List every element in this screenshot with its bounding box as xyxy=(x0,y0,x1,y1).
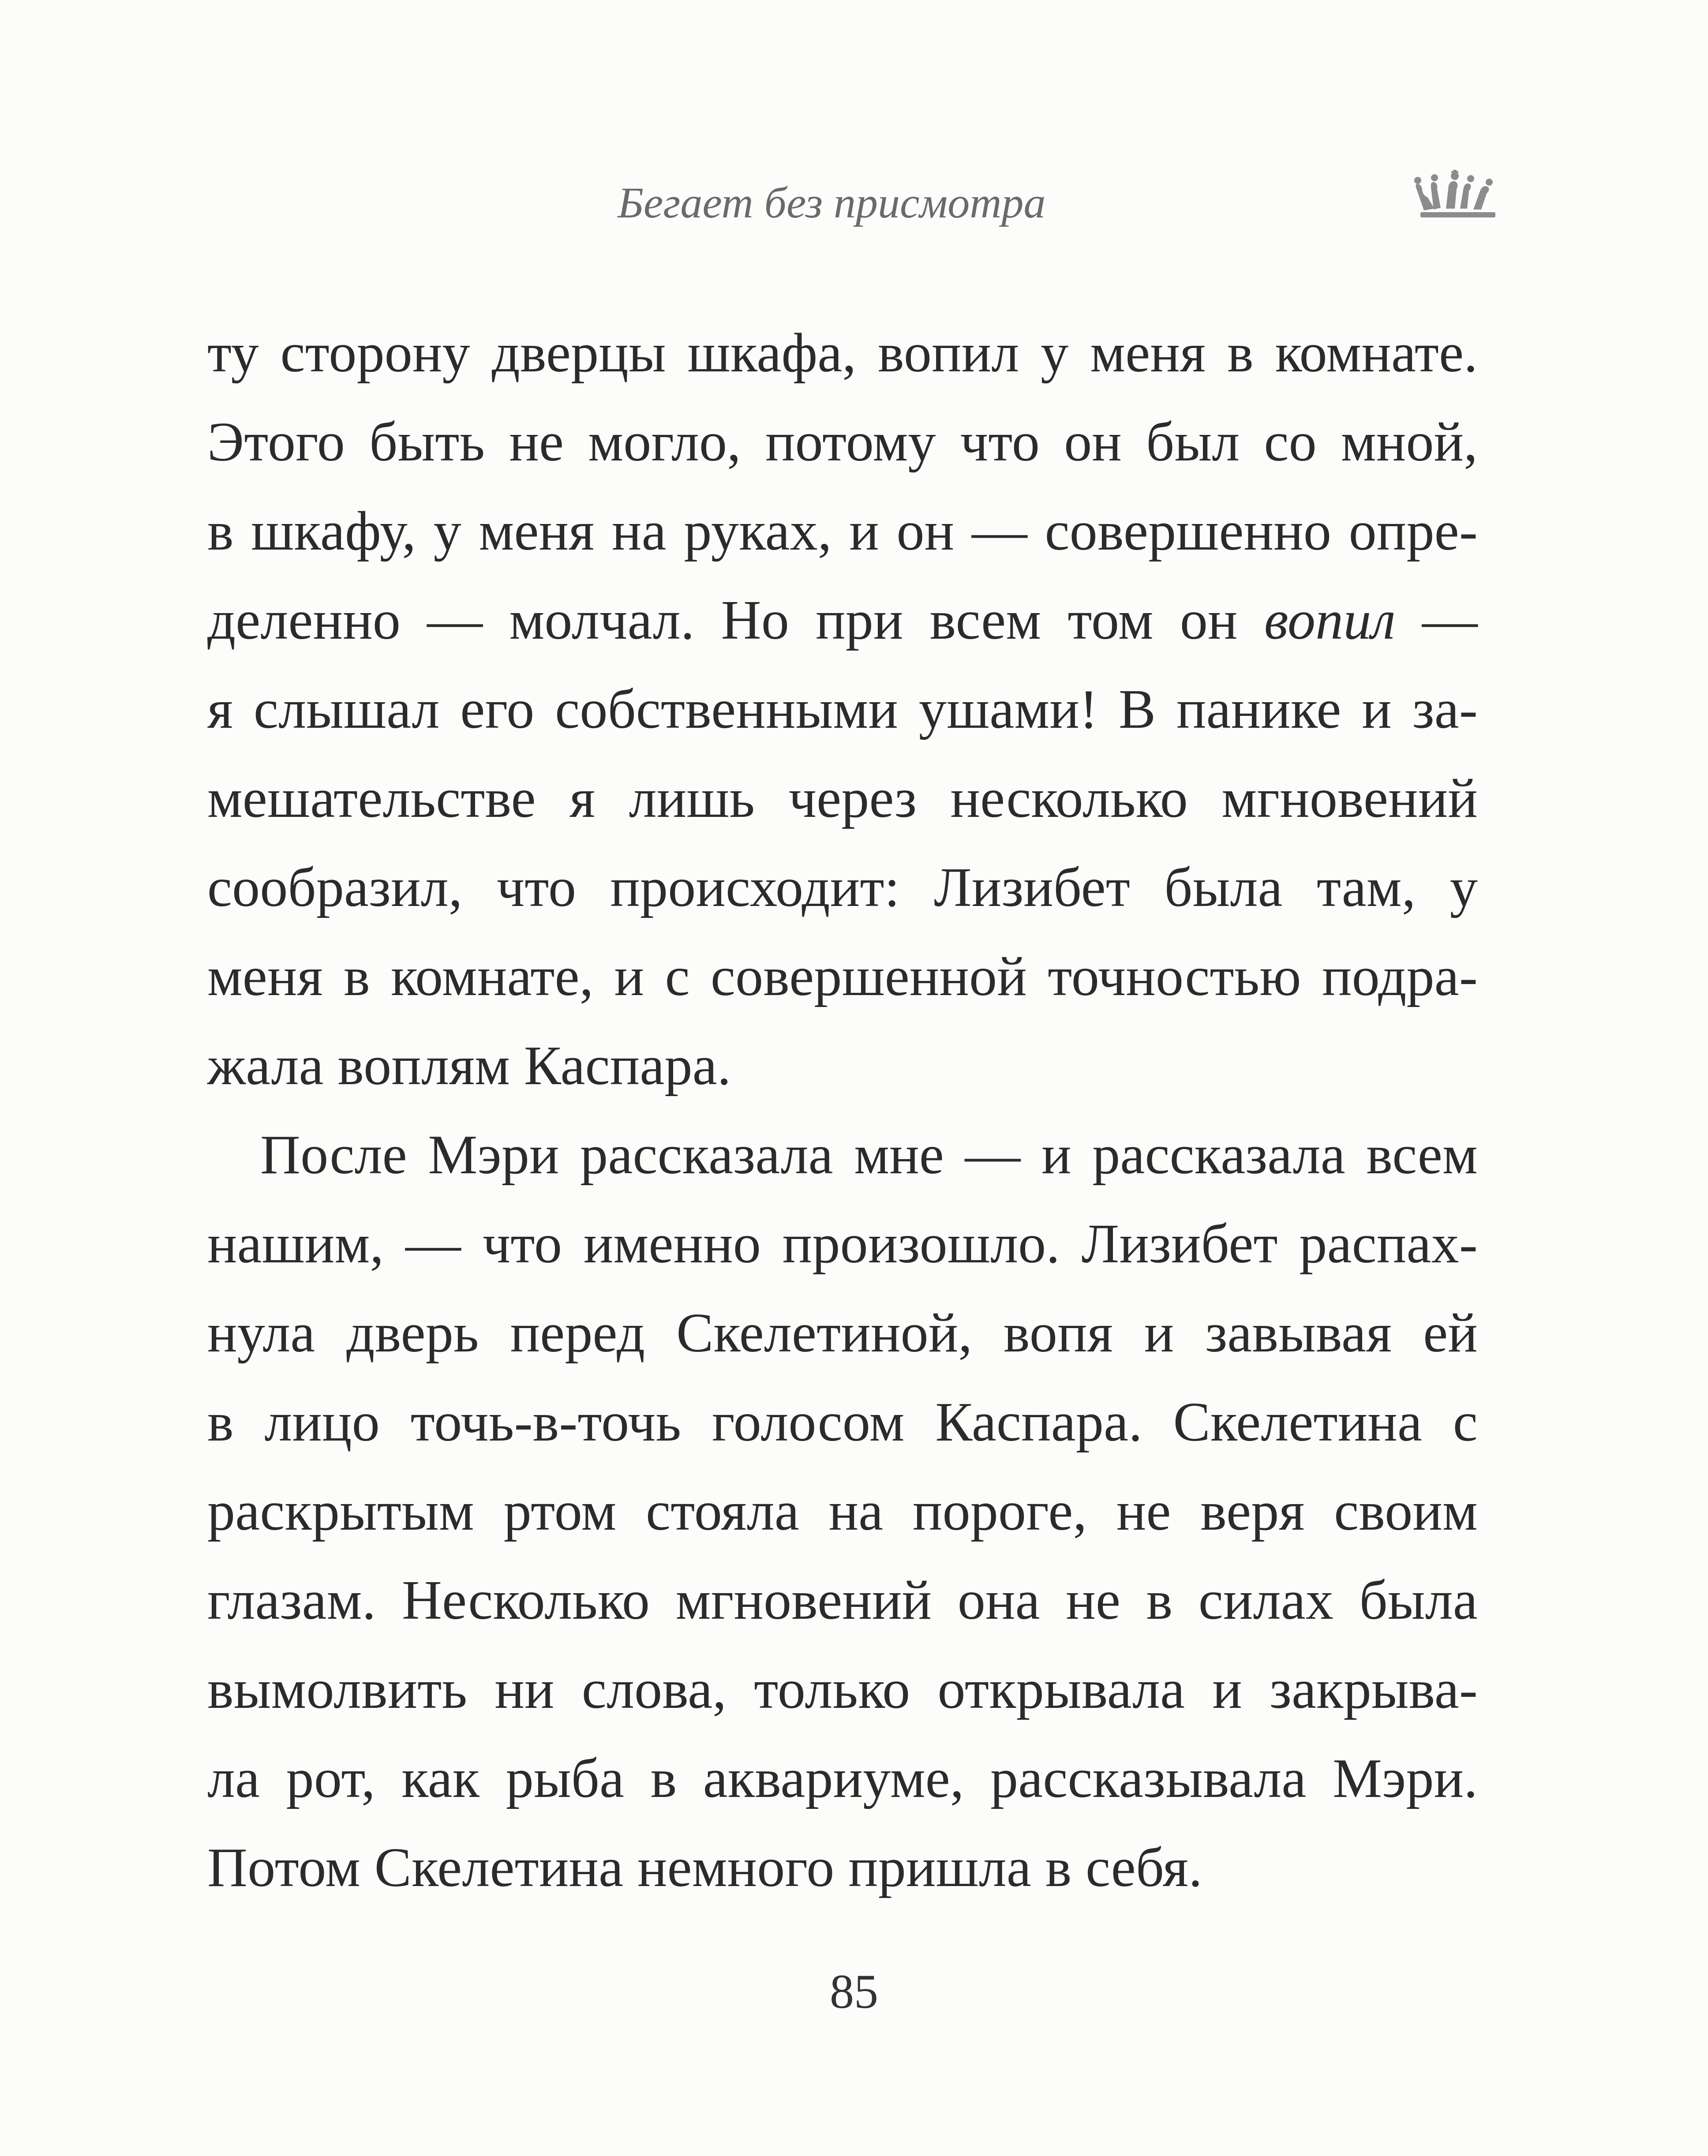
text-line: сообразил, что происходит: Лизибет была там, у xyxy=(207,857,1478,918)
page-number: 85 xyxy=(830,1965,878,2018)
crown-icon xyxy=(1403,170,1509,223)
text-line: вымолвить ни слова, только открывала и закрыва- xyxy=(207,1659,1478,1720)
text-line: мешательстве я лишь через несколько мгновений xyxy=(207,768,1478,829)
text-line: глазам. Несколько мгновений она не в силах была xyxy=(207,1570,1478,1631)
text-line: я слышал его собственными ушами! В панике и за- xyxy=(207,679,1478,740)
text-line: Этого быть не могло, потому что он был со мной, xyxy=(207,412,1478,473)
text-line: ту сторону дверцы шкафа, вопил у меня в комнате. xyxy=(207,322,1478,384)
body-text xyxy=(207,309,1478,1913)
text-line xyxy=(207,576,1478,665)
text-line: Потом Скелетина немного пришла в себя. xyxy=(207,1837,1202,1898)
text-line: жала воплям Каспара. xyxy=(207,1035,731,1097)
text-line: ла рот, как рыба в аквариуме, рассказывала Мэри. xyxy=(207,1748,1478,1809)
page-header xyxy=(0,174,1708,236)
text-line: меня в комнате, и с совершенной точностью подра- xyxy=(207,946,1478,1007)
text-line: нашим, — что именно произошло. Лизибет распах- xyxy=(207,1213,1478,1275)
italic-word: вопил xyxy=(1264,590,1396,651)
text-run: деленно — молчал. Но при всем том он xyxy=(207,590,1264,651)
text-run: — xyxy=(1395,590,1478,651)
text-line: После Мэри рассказала мне — и рассказала всем xyxy=(260,1124,1478,1186)
text-line: в лицо точь-в-точь голосом Каспара. Скелетина с xyxy=(207,1392,1478,1453)
text-line: нула дверь перед Скелетиной, вопя и завывая ей xyxy=(207,1303,1478,1364)
text-line: в шкафу, у меня на руках, и он — совершенно опре- xyxy=(207,501,1478,562)
running-head: Бегает без присмотра xyxy=(618,178,1046,227)
text-line: раскрытым ртом стояла на пороге, не веря своим xyxy=(207,1481,1478,1542)
